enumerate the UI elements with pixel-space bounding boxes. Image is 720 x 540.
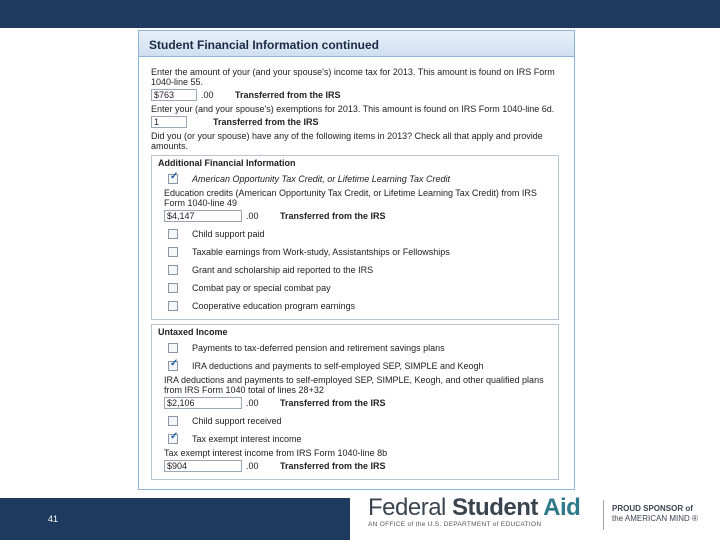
ira-cents: .00 bbox=[246, 397, 259, 408]
edu-credit-text: Education credits (American Opportunity Tax Credit, or Lifetime Learning Tax Credit) from IRS Form 1040-line 49 bbox=[164, 188, 537, 208]
tax-question-text: Enter the amount of your (and your spouse's) income tax for 2013. This amount is found on IRS Form 1040-line 55. bbox=[151, 67, 555, 87]
child-support-received-checkbox[interactable] bbox=[168, 416, 178, 426]
coop-education-label: Cooperative education program earnings bbox=[192, 301, 356, 311]
combat-pay-row[interactable] bbox=[152, 279, 558, 297]
ira-row[interactable] bbox=[152, 357, 558, 375]
tax-exempt-transferred-label: Transferred from the IRS bbox=[280, 460, 386, 471]
child-support-paid-label: Child support paid bbox=[192, 229, 265, 239]
grant-aid-label: Grant and scholarship aid reported to the IRS bbox=[192, 265, 374, 275]
ira-checkbox[interactable] bbox=[168, 361, 178, 371]
grant-aid-checkbox[interactable] bbox=[168, 265, 178, 275]
tax-exempt-checkbox[interactable] bbox=[168, 434, 178, 444]
logo-subtitle: AN OFFICE of the U.S. DEPARTMENT of EDUCATION bbox=[368, 521, 542, 528]
exemptions-input[interactable] bbox=[151, 116, 187, 128]
ira-label: IRA deductions and payments to self-employed SEP, SIMPLE and Keogh bbox=[192, 361, 484, 371]
additional-financial-title: Additional Financial Information bbox=[158, 158, 296, 168]
items-question-text: Did you (or your spouse) have any of the following items in 2013? Check all that apply and provide amounts. bbox=[151, 131, 543, 151]
exemptions-field-row bbox=[151, 115, 574, 128]
deferred-pension-checkbox[interactable] bbox=[168, 343, 178, 353]
combat-pay-checkbox[interactable] bbox=[168, 283, 178, 293]
child-support-received-label: Child support received bbox=[192, 416, 282, 426]
tax-cents: .00 bbox=[201, 89, 214, 100]
logo-wordmark: Federal Student Aid bbox=[368, 494, 581, 521]
deferred-pension-label: Payments to tax-deferred pension and retirement savings plans bbox=[192, 343, 445, 353]
financial-info-panel bbox=[138, 30, 575, 490]
tax-exempt-cents: .00 bbox=[246, 460, 259, 471]
sponsor-text bbox=[612, 504, 698, 524]
coop-education-row[interactable] bbox=[152, 297, 558, 315]
slide-number: 41 bbox=[48, 514, 59, 524]
additional-financial-box bbox=[151, 155, 559, 320]
logo-divider bbox=[603, 500, 604, 530]
aotc-row[interactable] bbox=[152, 170, 558, 188]
tax-field-row bbox=[151, 88, 574, 101]
panel-title: Student Financial Information continued bbox=[139, 31, 574, 57]
grant-aid-row[interactable] bbox=[152, 261, 558, 279]
ira-text: IRA deductions and payments to self-employed SEP, SIMPLE, Keogh, and other qualified plans from IRS Form 1040 total of lines 28+32 bbox=[164, 375, 544, 395]
child-support-paid-row[interactable] bbox=[152, 225, 558, 243]
work-study-row[interactable] bbox=[152, 243, 558, 261]
edu-cents: .00 bbox=[246, 210, 259, 221]
edu-credit-input[interactable] bbox=[164, 210, 242, 222]
untaxed-income-box bbox=[151, 324, 559, 480]
untaxed-income-title: Untaxed Income bbox=[158, 327, 228, 337]
child-support-received-row[interactable] bbox=[152, 412, 558, 430]
edu-transferred-label: Transferred from the IRS bbox=[280, 210, 386, 221]
sponsor-line-2: the AMERICAN MIND ® bbox=[612, 514, 698, 523]
top-banner bbox=[0, 0, 720, 28]
tax-exempt-label: Tax exempt interest income bbox=[192, 434, 302, 444]
deferred-pension-row[interactable] bbox=[152, 339, 558, 357]
tax-exempt-text: Tax exempt interest income from IRS Form 1040-line 8b bbox=[164, 448, 388, 458]
exemptions-transferred-label: Transferred from the IRS bbox=[213, 116, 319, 127]
tax-exempt-input[interactable] bbox=[164, 460, 242, 472]
sponsor-line-1: PROUD SPONSOR of bbox=[612, 504, 693, 513]
tax-exempt-field-row bbox=[152, 459, 558, 472]
child-support-paid-checkbox[interactable] bbox=[168, 229, 178, 239]
work-study-checkbox[interactable] bbox=[168, 247, 178, 257]
aotc-checkbox[interactable] bbox=[168, 174, 178, 184]
ira-input[interactable] bbox=[164, 397, 242, 409]
federal-student-aid-logo bbox=[368, 495, 600, 535]
work-study-label: Taxable earnings from Work-study, Assistantships or Fellowships bbox=[192, 247, 450, 257]
edu-credit-field-row bbox=[152, 209, 558, 222]
combat-pay-label: Combat pay or special combat pay bbox=[192, 283, 331, 293]
income-tax-input[interactable] bbox=[151, 89, 197, 101]
tax-transferred-label: Transferred from the IRS bbox=[235, 89, 341, 100]
exemptions-question-text: Enter your (and your spouse's) exemptions for 2013. This amount is found on IRS Form 1040-line 6d. bbox=[151, 104, 555, 114]
tax-exempt-row[interactable] bbox=[152, 430, 558, 448]
ira-transferred-label: Transferred from the IRS bbox=[280, 397, 386, 408]
coop-education-checkbox[interactable] bbox=[168, 301, 178, 311]
ira-field-row bbox=[152, 396, 558, 409]
aotc-label: American Opportunity Tax Credit, or Lifetime Learning Tax Credit bbox=[192, 174, 450, 184]
